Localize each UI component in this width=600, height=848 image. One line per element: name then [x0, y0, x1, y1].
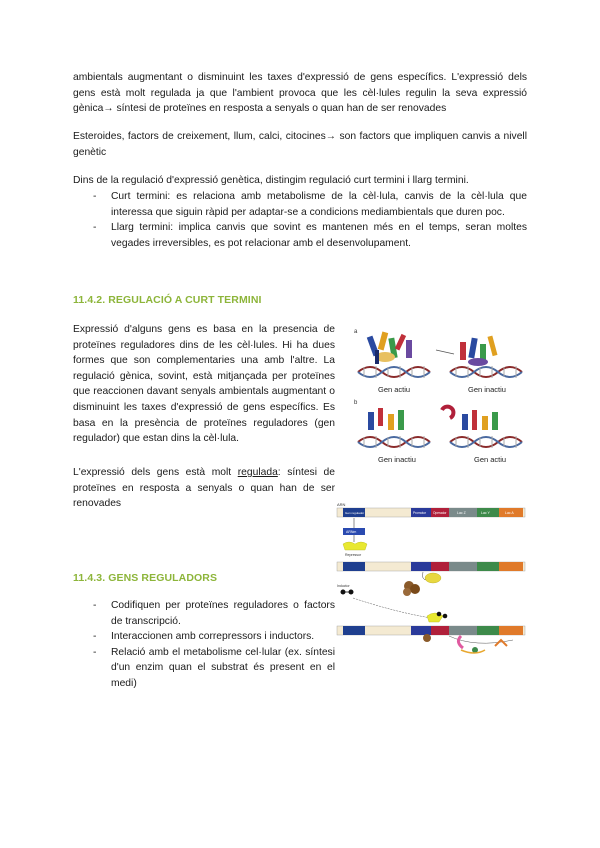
svg-text:Operador: Operador: [433, 511, 447, 515]
svg-text:Lac Y: Lac Y: [481, 511, 490, 515]
operon-bar: [337, 508, 525, 517]
operon-bar: [337, 626, 525, 635]
gene-inactive-label: Gen inactiu: [468, 385, 506, 394]
inductor-molecule-icon: [341, 590, 346, 595]
operon-bar: [337, 562, 525, 571]
section-heading-short-term: 11.4.2. REGULACIÓ A CURT TERMINI: [73, 294, 262, 306]
list-item: - Curt termini: es relaciona amb metabolisme de la cèl·lula, canvis de la cèl·lula que interessa que siguin ràpid per adaptar-se a condicions mediambientals que duren poc.: [91, 189, 527, 220]
inductor-label: Inductor: [337, 584, 350, 588]
list-item: - Codifiquen per proteïnes reguladores o factors de transcripció.: [91, 598, 335, 629]
svg-text:Lac Z: Lac Z: [457, 511, 466, 515]
gene-inactive-label: Gen inactiu: [378, 455, 416, 464]
intro-paragraph-3: Dins de la regulació d'expressió genètica, distingim regulació curt termini i llarg termini.: [73, 175, 469, 186]
svg-text:Gen regulador: Gen regulador: [345, 511, 365, 515]
regulator-genes-list: [91, 598, 335, 692]
dna-label: ARN: [337, 502, 346, 507]
lac-operon-figure: [335, 500, 531, 660]
list-item: - Llarg termini: implica canvis que sovint es mantenen més en el temps, seran moltes vegades irreversibles, es pot relacionar amb el desenvolupament.: [91, 220, 527, 251]
term-list: [91, 189, 527, 251]
section-heading-regulator-genes: 11.4.3. GENS REGULADORS: [73, 572, 218, 584]
gene-activation-figure: [350, 322, 538, 472]
repressor-label: Repressor: [345, 553, 362, 557]
gene-active-label: Gen actiu: [378, 385, 411, 394]
intro-paragraph-2: Esteroides, factors de creixement, llum, calci, citocines→ son factors que impliquen canvis a nivell genètic: [73, 131, 527, 158]
panel-b-label: b: [354, 400, 358, 406]
gene-active-label: Gen actiu: [474, 455, 507, 464]
panel-a-label: a: [354, 329, 358, 335]
svg-text:Lac A: Lac A: [505, 511, 514, 515]
short-term-paragraph-2: L'expressió dels gens està molt regulada: síntesi de proteïnes en resposta a senyals o quan han de ser renovades: [73, 467, 335, 510]
short-term-paragraph-1: Expressió d'alguns gens es basa en la presencia de proteïnes reguladores dins de les cèl·lules. Hi ha dues formes que son complementaries una amb l'altre. La regulació gènica, sovint, està mitjançada per proteïnes que reaccionen davant senyals ambientals augmentant o disminuint les taxes d'expressió de gens específics. Es basa en la presència de proteïnes reguladores (gen regulador) que estan dins la cèl·lula.: [73, 324, 335, 445]
list-item: - Relació amb el metabolisme cel·lular (ex. síntesi d'un enzim quan el substrat és present en el medi): [91, 645, 335, 692]
mrna-label: ARNm: [346, 530, 357, 534]
svg-text:Promotor: Promotor: [413, 511, 427, 515]
list-item: - Interaccionen amb correpressors i inductors.: [91, 629, 335, 645]
intro-paragraph-1: ambientals augmentant o disminuint les taxes d'expressió de gens específics. L'expressió dels gens està molt regulada ja que l'ambient provoca que les cèl·lules regulin la seva expressió gènica→ síntesi de proteïnes en resposta a senyals o quan han de ser renovades: [73, 72, 527, 115]
